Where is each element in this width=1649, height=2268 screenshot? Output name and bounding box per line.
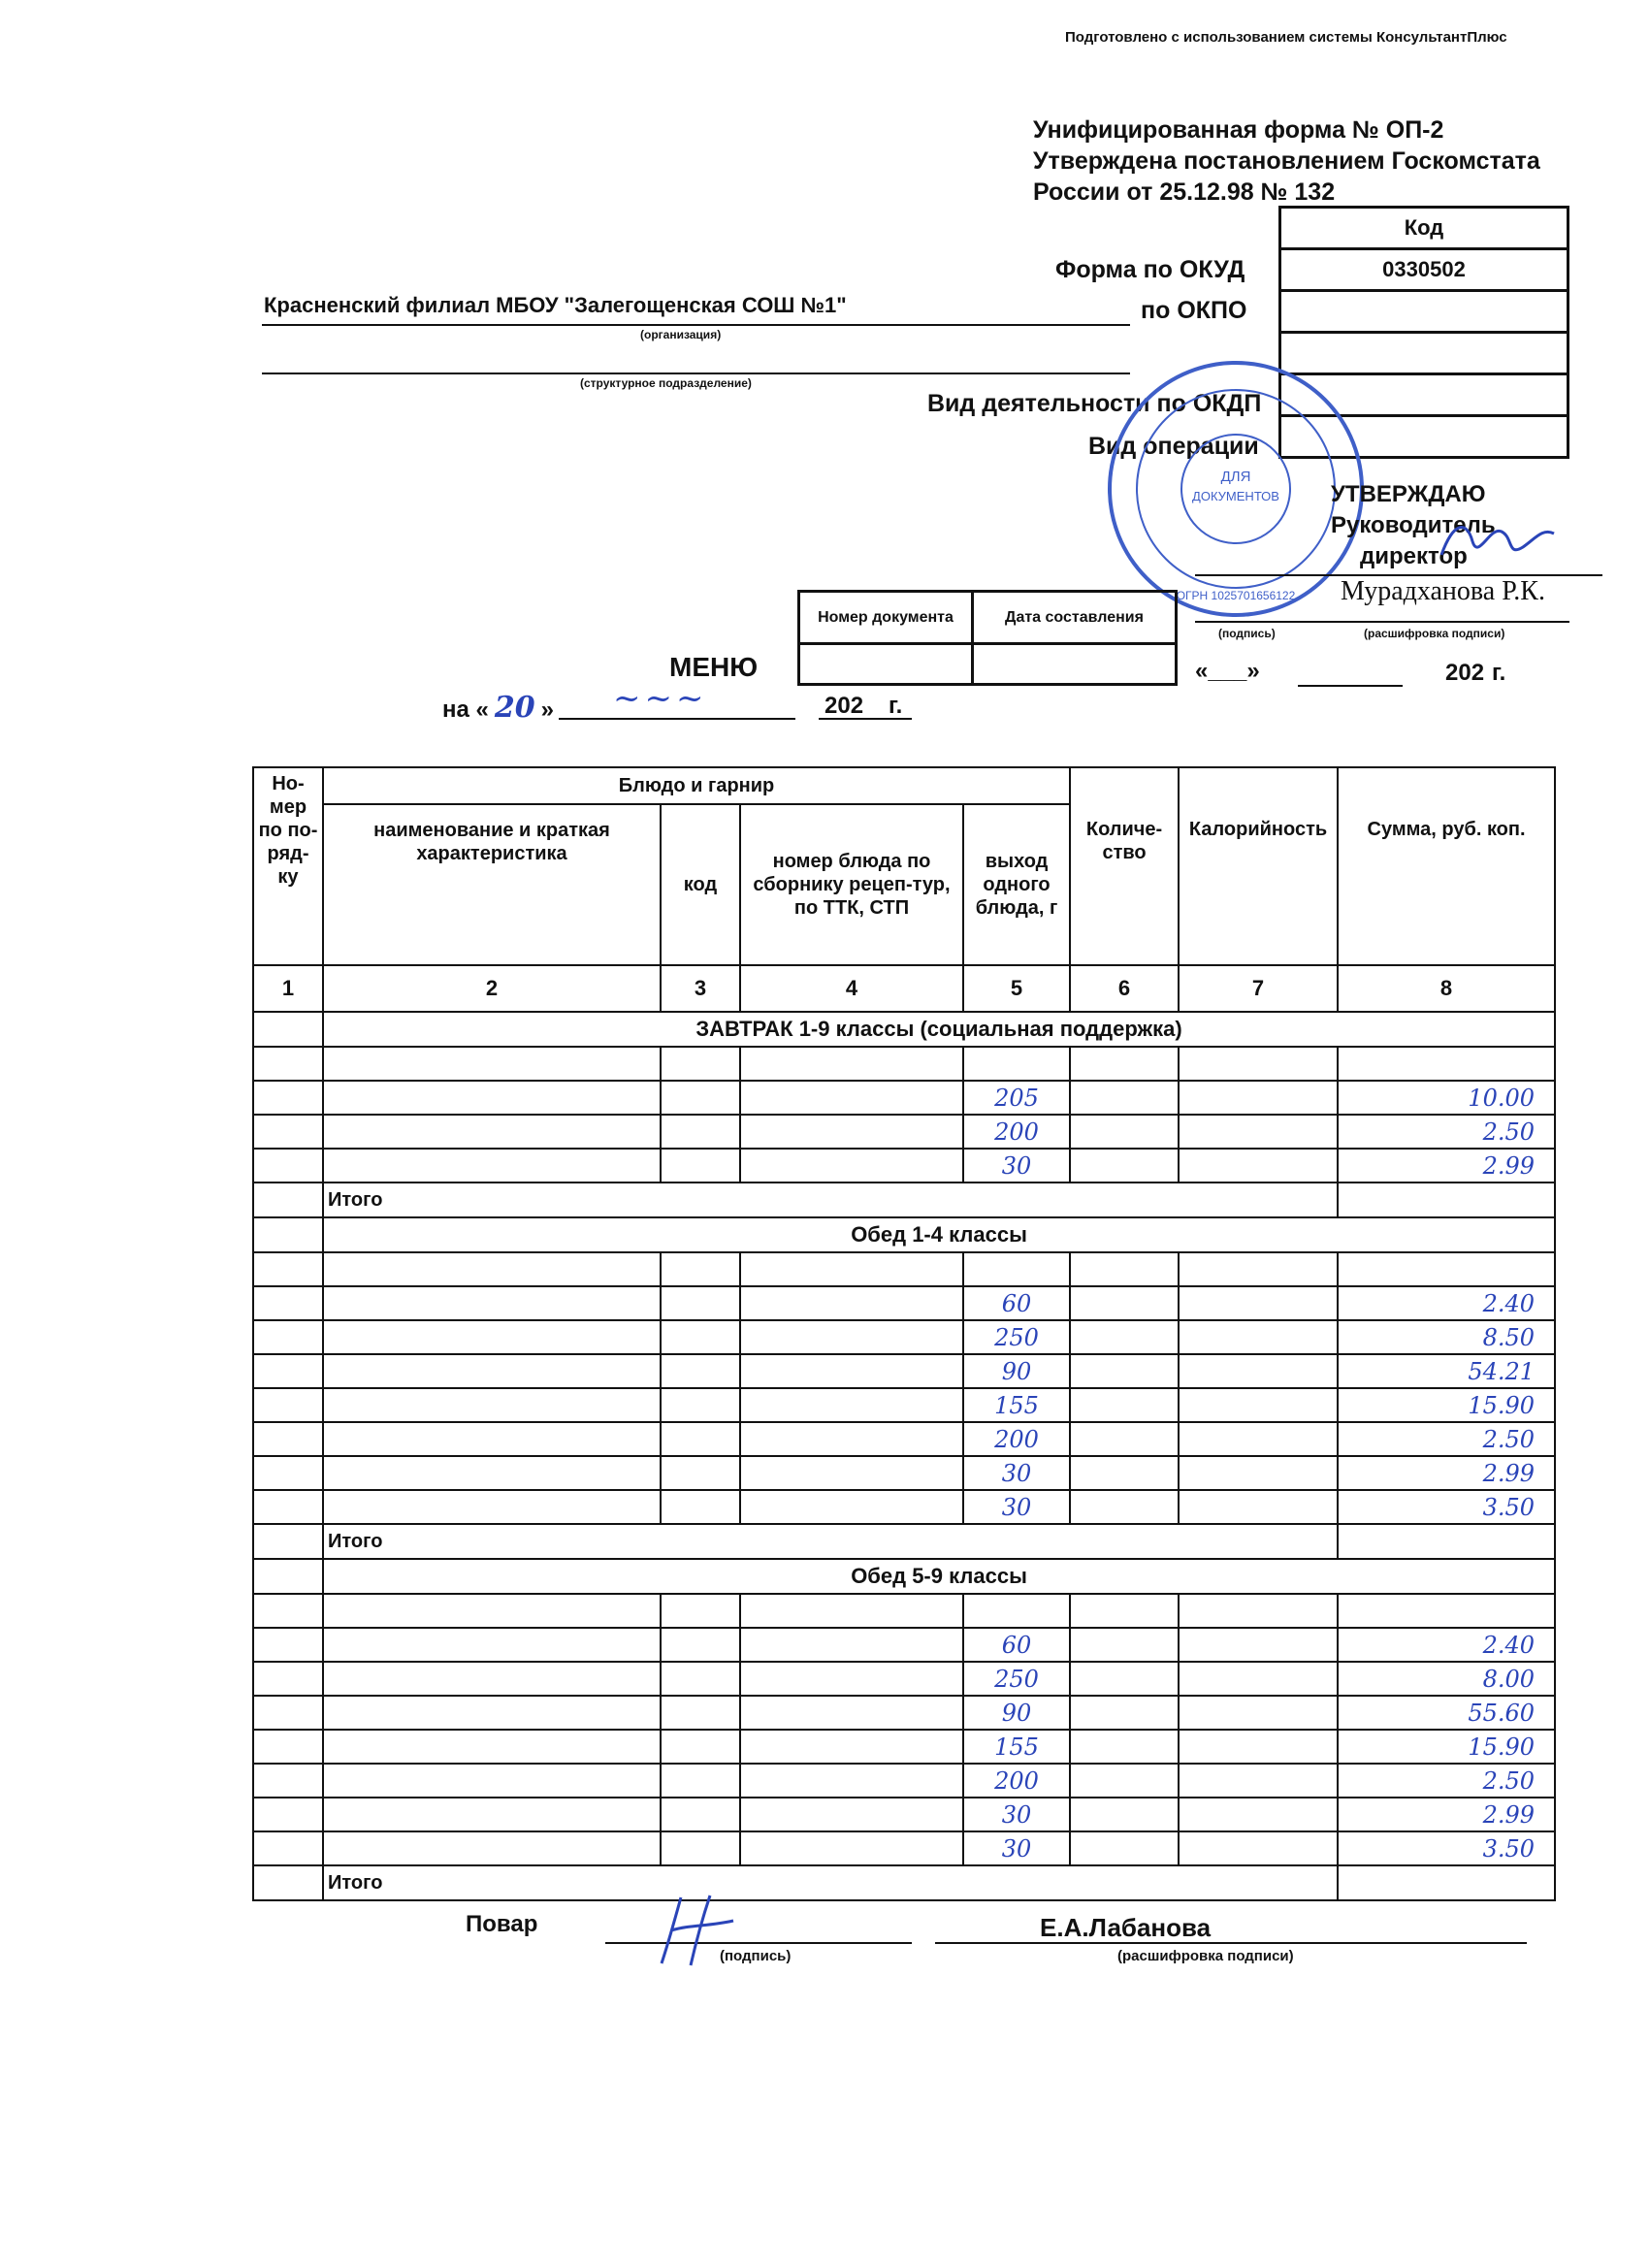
recipe-number [740, 1081, 963, 1115]
dish-calories [1179, 1115, 1338, 1149]
dish-code [661, 1798, 740, 1831]
table-row [253, 1730, 1555, 1764]
dish-calories [1179, 1286, 1338, 1320]
operation-label: Вид операции [1088, 433, 1259, 460]
col-header-5: выход одного блюда, г [963, 804, 1070, 965]
approval-title: УТВЕРЖДАЮ [1331, 481, 1486, 507]
table-cell-blank [1070, 1594, 1179, 1628]
table-row [253, 1764, 1555, 1798]
dish-quantity [1070, 1354, 1179, 1388]
row-number [253, 1456, 323, 1490]
menu-month-line [559, 718, 795, 720]
dish-name [323, 1831, 661, 1865]
dish-name [323, 1764, 661, 1798]
dish-weight: 90 [963, 1354, 1070, 1388]
table-row [253, 1831, 1555, 1865]
menu-date-month: ~~~ [613, 679, 708, 718]
dish-calories [1179, 1490, 1338, 1524]
dish-calories [1179, 1696, 1338, 1730]
recipe-number [740, 1286, 963, 1320]
dish-code [661, 1456, 740, 1490]
dish-weight: 30 [963, 1149, 1070, 1183]
col-header-2: наименование и краткая характеристика [323, 804, 661, 965]
recipe-number [740, 1456, 963, 1490]
dish-calories [1179, 1354, 1338, 1388]
dish-weight: 90 [963, 1696, 1070, 1730]
table-cell-blank [1070, 1252, 1179, 1286]
table-cell-blank [253, 1594, 323, 1628]
organization-line [262, 324, 1130, 326]
approval-year-suffix: г. [1492, 660, 1506, 686]
dish-name [323, 1696, 661, 1730]
table-cell-blank [323, 1594, 661, 1628]
dish-sum: 15.90 [1338, 1730, 1555, 1764]
dish-weight: 155 [963, 1388, 1070, 1422]
row-number [253, 1081, 323, 1115]
dish-weight: 30 [963, 1831, 1070, 1865]
total-gap [253, 1865, 323, 1900]
dish-quantity [1070, 1696, 1179, 1730]
dish-weight: 60 [963, 1286, 1070, 1320]
row-number [253, 1628, 323, 1662]
menu-date-day: 20 [494, 691, 535, 725]
section-gap [253, 1217, 323, 1252]
dish-calories [1179, 1628, 1338, 1662]
approval-date-open: « [1195, 658, 1209, 684]
dish-calories [1179, 1149, 1338, 1183]
table-cell-blank [1179, 1594, 1338, 1628]
total-sum [1338, 1524, 1555, 1559]
dish-sum: 2.50 [1338, 1115, 1555, 1149]
col-number: 6 [1070, 965, 1179, 1012]
dish-code [661, 1149, 740, 1183]
table-row [253, 1320, 1555, 1354]
cook-decode-line [935, 1942, 1527, 1944]
col-number: 7 [1179, 965, 1338, 1012]
section-title: Обед 5-9 классы [323, 1559, 1555, 1594]
dish-calories [1179, 1422, 1338, 1456]
dish-name [323, 1490, 661, 1524]
table-cell-blank [1338, 1594, 1555, 1628]
table-cell-blank [1070, 1047, 1179, 1081]
col-header-8: Сумма, руб. коп. [1338, 804, 1555, 965]
dish-code [661, 1286, 740, 1320]
cook-label: Повар [466, 1911, 538, 1937]
col-header-6-top [1070, 767, 1179, 804]
col-header-3: код [661, 804, 740, 965]
dish-sum: 2.40 [1338, 1628, 1555, 1662]
dish-sum: 3.50 [1338, 1831, 1555, 1865]
unit-line [262, 373, 1130, 374]
dish-name [323, 1354, 661, 1388]
approval-sign-line [1195, 621, 1366, 623]
recipe-number [740, 1422, 963, 1456]
doc-date-label: Дата составления [973, 592, 1177, 644]
approved-line-2: России от 25.12.98 № 132 [1033, 178, 1336, 206]
table-row [253, 1081, 1555, 1115]
dish-sum: 10.00 [1338, 1081, 1555, 1115]
dish-weight: 200 [963, 1422, 1070, 1456]
row-number [253, 1490, 323, 1524]
dish-weight: 155 [963, 1730, 1070, 1764]
dish-weight: 30 [963, 1456, 1070, 1490]
dish-weight: 30 [963, 1798, 1070, 1831]
recipe-number [740, 1320, 963, 1354]
total-gap [253, 1524, 323, 1559]
row-number [253, 1764, 323, 1798]
table-row [253, 1628, 1555, 1662]
cook-sign-caption: (подпись) [720, 1948, 792, 1964]
approval-sign-caption: (подпись) [1218, 627, 1276, 640]
section-gap [253, 1012, 323, 1047]
dish-weight: 205 [963, 1081, 1070, 1115]
table-cell-blank [963, 1594, 1070, 1628]
col-header-4: номер блюда по сборнику рецеп-тур, по ТТК, СТП [740, 804, 963, 965]
dish-code [661, 1628, 740, 1662]
row-number [253, 1662, 323, 1696]
col-number: 5 [963, 965, 1070, 1012]
dish-quantity [1070, 1149, 1179, 1183]
dish-sum: 2.99 [1338, 1798, 1555, 1831]
col-header-7-top [1179, 767, 1338, 804]
dish-calories [1179, 1798, 1338, 1831]
dish-quantity [1070, 1388, 1179, 1422]
dish-code [661, 1354, 740, 1388]
col-number: 1 [253, 965, 323, 1012]
table-row [253, 1115, 1555, 1149]
dish-code [661, 1662, 740, 1696]
recipe-number [740, 1354, 963, 1388]
dish-weight: 30 [963, 1490, 1070, 1524]
table-cell-blank [740, 1252, 963, 1286]
dish-calories [1179, 1388, 1338, 1422]
total-label: Итого [323, 1183, 1338, 1217]
form-title: Унифицированная форма № ОП-2 [1033, 116, 1444, 144]
unit-caption: (структурное подразделение) [580, 376, 752, 390]
col-header-1: Но-мер по по-ряд-ку [253, 767, 323, 965]
dish-sum: 15.90 [1338, 1388, 1555, 1422]
recipe-number [740, 1764, 963, 1798]
table-cell-blank [253, 1047, 323, 1081]
table-row [253, 1696, 1555, 1730]
table-row [253, 1662, 1555, 1696]
dish-quantity [1070, 1115, 1179, 1149]
dish-quantity [1070, 1798, 1179, 1831]
dish-quantity [1070, 1628, 1179, 1662]
dish-calories [1179, 1730, 1338, 1764]
table-row [253, 1422, 1555, 1456]
table-cell-blank [963, 1047, 1070, 1081]
dish-name [323, 1286, 661, 1320]
menu-date-prefix: на « [442, 697, 489, 723]
seal-center-line-2: ДОКУМЕНТОВ [1192, 489, 1279, 503]
dish-sum: 2.50 [1338, 1764, 1555, 1798]
recipe-number [740, 1149, 963, 1183]
dish-name [323, 1798, 661, 1831]
table-row [253, 1149, 1555, 1183]
total-label: Итого [323, 1524, 1338, 1559]
row-number [253, 1831, 323, 1865]
table-row [253, 1354, 1555, 1388]
dish-calories [1179, 1456, 1338, 1490]
table-cell-blank [1338, 1047, 1555, 1081]
row-number [253, 1730, 323, 1764]
director-signature [1434, 512, 1560, 570]
okud-label: Форма по ОКУД [1055, 256, 1245, 283]
dish-sum: 54.21 [1338, 1354, 1555, 1388]
table-cell-blank [963, 1252, 1070, 1286]
section-title: ЗАВТРАК 1-9 классы (социальная поддержка) [323, 1012, 1555, 1047]
table-row [253, 1456, 1555, 1490]
col-header-7: Калорийность [1179, 804, 1338, 965]
table-cell-blank [253, 1252, 323, 1286]
total-gap [253, 1183, 323, 1217]
okpo-value [1280, 291, 1568, 333]
dish-quantity [1070, 1730, 1179, 1764]
approval-decode-line [1346, 621, 1569, 623]
row-number [253, 1286, 323, 1320]
menu-table [252, 766, 1556, 1901]
dish-weight: 250 [963, 1320, 1070, 1354]
recipe-number [740, 1388, 963, 1422]
cook-decode-caption: (расшифровка подписи) [1117, 1948, 1294, 1964]
dish-name [323, 1388, 661, 1422]
col-number: 2 [323, 965, 661, 1012]
dish-name [323, 1081, 661, 1115]
table-row [253, 1798, 1555, 1831]
dish-quantity [1070, 1831, 1179, 1865]
dish-quantity [1070, 1081, 1179, 1115]
recipe-number [740, 1115, 963, 1149]
dish-quantity [1070, 1286, 1179, 1320]
codes-header: Код [1280, 208, 1568, 249]
dish-quantity [1070, 1764, 1179, 1798]
row-number [253, 1422, 323, 1456]
recipe-number [740, 1798, 963, 1831]
document-number-box [797, 590, 1178, 686]
dish-weight: 250 [963, 1662, 1070, 1696]
approval-role: Руководитель [1331, 512, 1496, 538]
dish-name [323, 1628, 661, 1662]
total-label: Итого [323, 1865, 1338, 1900]
table-cell-blank [1179, 1252, 1338, 1286]
dish-calories [1179, 1320, 1338, 1354]
dish-sum: 8.00 [1338, 1662, 1555, 1696]
cook-name: Е.А.Лабанова [1040, 1913, 1212, 1942]
table-cell-blank [661, 1594, 740, 1628]
menu-date-close: » [540, 697, 554, 723]
approval-year-prefix: 202 [1445, 660, 1485, 686]
row-number [253, 1696, 323, 1730]
table-row [253, 1388, 1555, 1422]
approval-signer: Мурадханова Р.К. [1341, 576, 1545, 606]
dish-sum: 55.60 [1338, 1696, 1555, 1730]
row-number [253, 1115, 323, 1149]
dish-name [323, 1730, 661, 1764]
dish-sum: 2.99 [1338, 1149, 1555, 1183]
dish-name [323, 1320, 661, 1354]
dish-weight: 200 [963, 1764, 1070, 1798]
table-row [253, 1490, 1555, 1524]
dish-code [661, 1422, 740, 1456]
organization-caption: (организация) [640, 328, 722, 341]
table-cell-blank [323, 1252, 661, 1286]
approved-line-1: Утверждена постановлением Госкомстата [1033, 147, 1540, 175]
approval-date-close: » [1246, 658, 1260, 684]
approval-date [1195, 658, 1260, 685]
dish-code [661, 1730, 740, 1764]
docnum-value [799, 644, 973, 685]
table-cell-blank [740, 1594, 963, 1628]
docnum-label: Номер документа [799, 592, 973, 644]
col-header-8-top [1338, 767, 1555, 804]
dish-name [323, 1149, 661, 1183]
dish-weight: 60 [963, 1628, 1070, 1662]
menu-title: МЕНЮ [669, 652, 759, 682]
recipe-number [740, 1628, 963, 1662]
approval-month-line [1298, 685, 1403, 687]
dish-quantity [1070, 1456, 1179, 1490]
col-number: 8 [1338, 965, 1555, 1012]
recipe-number [740, 1730, 963, 1764]
seal-ogrn: ОГРН 1025701656122 [1176, 589, 1296, 602]
dish-code [661, 1388, 740, 1422]
table-cell-blank [323, 1047, 661, 1081]
dish-code [661, 1831, 740, 1865]
approval-date-day: ___ [1208, 658, 1247, 684]
menu-year [824, 691, 902, 720]
col-header-6: Количе-ство [1070, 804, 1179, 965]
table-row [253, 1286, 1555, 1320]
approval-year [1445, 658, 1505, 687]
row-number [253, 1354, 323, 1388]
doc-date-value [973, 644, 1177, 685]
recipe-number [740, 1490, 963, 1524]
dish-quantity [1070, 1662, 1179, 1696]
prepared-note: Подготовлено с использованием системы КонсультантПлюс [1065, 29, 1507, 46]
okud-value: 0330502 [1280, 249, 1568, 291]
organization-seal [1104, 357, 1368, 621]
group-header: Блюдо и гарнир [323, 767, 1070, 804]
menu-year-suffix: г. [889, 693, 903, 719]
col-number: 4 [740, 965, 963, 1012]
dish-quantity [1070, 1490, 1179, 1524]
dish-weight: 200 [963, 1115, 1070, 1149]
dish-code [661, 1490, 740, 1524]
dish-code [661, 1081, 740, 1115]
dish-sum: 2.50 [1338, 1422, 1555, 1456]
okpo-label: по ОКПО [1141, 297, 1247, 324]
section-title: Обед 1-4 классы [323, 1217, 1555, 1252]
dish-name [323, 1456, 661, 1490]
seal-center-line-1: ДЛЯ [1220, 469, 1251, 485]
dish-quantity [1070, 1422, 1179, 1456]
organization-name: Красненский филиал МБОУ "Залегощенская СОШ №1" [264, 293, 847, 317]
table-cell-blank [740, 1047, 963, 1081]
table-cell-blank [661, 1047, 740, 1081]
section-gap [253, 1559, 323, 1594]
dish-calories [1179, 1831, 1338, 1865]
table-cell-blank [1179, 1047, 1338, 1081]
recipe-number [740, 1831, 963, 1865]
dish-name [323, 1115, 661, 1149]
total-sum [1338, 1865, 1555, 1900]
dish-calories [1179, 1081, 1338, 1115]
recipe-number [740, 1696, 963, 1730]
recipe-number [740, 1662, 963, 1696]
dish-code [661, 1696, 740, 1730]
approval-position: директор [1360, 543, 1468, 569]
approval-decode-caption: (расшифровка подписи) [1364, 627, 1505, 640]
dish-name [323, 1422, 661, 1456]
table-cell-blank [1338, 1252, 1555, 1286]
dish-calories [1179, 1764, 1338, 1798]
dish-quantity [1070, 1320, 1179, 1354]
table-cell-blank [661, 1252, 740, 1286]
row-number [253, 1320, 323, 1354]
row-number [253, 1149, 323, 1183]
dish-name [323, 1662, 661, 1696]
menu-date [442, 691, 554, 725]
dish-sum: 3.50 [1338, 1490, 1555, 1524]
col-number: 3 [661, 965, 740, 1012]
dish-sum: 2.40 [1338, 1286, 1555, 1320]
okdp-label: Вид деятельности по ОКДП [927, 390, 1262, 417]
menu-year-line [819, 718, 912, 720]
dish-code [661, 1115, 740, 1149]
dish-code [661, 1764, 740, 1798]
dish-sum: 2.99 [1338, 1456, 1555, 1490]
total-sum [1338, 1183, 1555, 1217]
menu-year-prefix: 202 [824, 693, 864, 719]
row-number [253, 1798, 323, 1831]
row-number [253, 1388, 323, 1422]
dish-sum: 8.50 [1338, 1320, 1555, 1354]
dish-code [661, 1320, 740, 1354]
dish-calories [1179, 1662, 1338, 1696]
